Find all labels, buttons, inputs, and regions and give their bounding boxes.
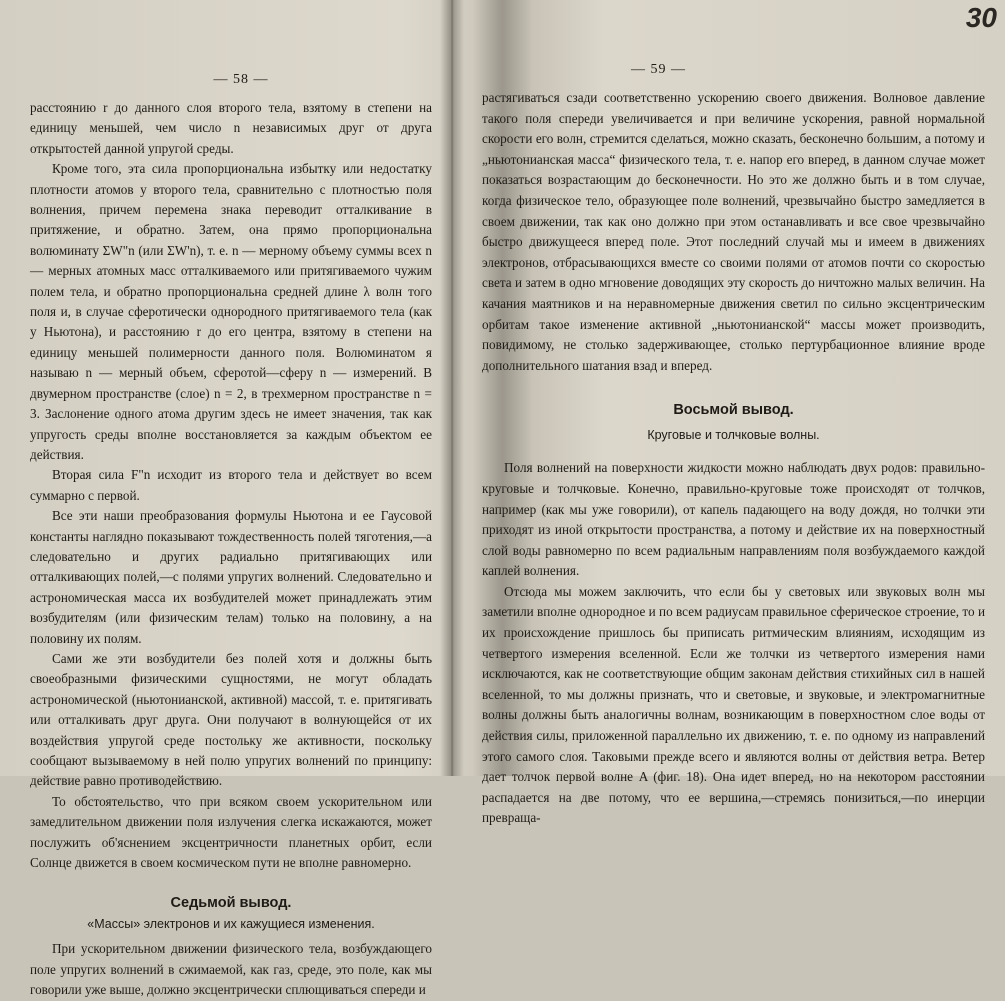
right-section-title: Круговые и толчковые волны. (647, 428, 820, 443)
left-page (0, 0, 452, 998)
right-page-body (482, 88, 985, 829)
left-chapter-title: Седьмой вывод. (170, 895, 292, 912)
left-page-body (30, 98, 432, 1001)
left-paragraph-7: При ускорительном движении физического тела, возбуждающего поле упругих волнений в сжимаемой, как газ, среде, это поле, как мы говорили уже выше, должно эксцентрически сплющиваться спереди и (30, 941, 432, 998)
right-paragraph-1: растягиваться сзади соответственно ускорению своего движения. Волновое давление такого поля спереди увеличивается и при величине ускорения, равной нормальной скорости его волн, стремится сделаться, можно сказать, бесконечно большим, а потому и „ньютонианская масса“ физического тела, т. е. напор его вперед, в данном случае может показаться возрастающим до бесконечности. Но это же должно быть и в том случае, когда физическое тело, образующее поле волнений, чрезвычайно быстро замедляется в своем движении, так как оно должно при этом останавливать и все свое чрезвычайно быстро движущееся вперед поле. Этот последний случай мы и имеем в движениях электронов, отбрасывающихся вместе со своими полями от атомов почти со скоростью света и затем в одно мгновение доводящих эту скорость до ничтожно малых величин. На качания маятников и на неравномерные движения светил по сильно эксцентрическим орбитам такое изменение активной „ньютонианской“ массы может производить, повидимому, не столько задерживающее, столько пертурбационное влияние вроде дополнительного шатания взад и вперед. (482, 90, 985, 373)
archive-number: 30 (965, 2, 997, 33)
left-section-title: «Массы» электронов и их кажущиеся изменения. (87, 917, 375, 932)
left-page-number: — 58 — (213, 72, 269, 87)
left-paragraph-1: расстоянию r до данного слоя второго тела, взятому в степени на единицу меньшей, чем число n независимых друг от друга открытостей данной упругой среды. (30, 100, 432, 156)
left-paragraph-5: Сами же эти возбудители без полей хотя и должны быть своеобразными физическими сущностями, не могут обладать астрономической (ньютонианской, активной) массой, т. е. притягивать или отталкивать друг друга. Они получают в волнующейся от их воздействия упругой среде постольку же активности, поскольку сообщают вызываемому в ней полю упругих волнений по принципу: действие равно противодействию. (30, 650, 432, 789)
left-paragraph-6: То обстоятельство, что при всяком своем ускорительном или замедлительном движении поля излучения слегка искажаются, может послужить об'яснением эксцентричности планетных орбит, если Солнце движется в своем космическом пути не вполне равномерно. (30, 793, 432, 871)
left-paragraph-2: Кроме того, эта сила пропорциональна избытку или недостатку плотности атомов у второго тела, сравнительно с плотностью поля волнения, причем перемена знака переводит отталкивание в притяжение, и обратно. Затем, она прямо пропорциональна волюминату ΣW"n (или ΣW'n), т. е. n — мерному объему суммы всех n — мерных атомных масс отталкиваемого или притягиваемого чужим полем тела, и обратно пропорциональна средней длине λ волн того поля и, в случае сферотически однородного притягиваемого тела (как у Ньютона), и расстоянию r до его центра, взятому в степени на единицу меньшей полимерности данного поля. Волюминатом я называю n — мерный объем, сферотой—сферу n — измерений. В двумерном пространстве (слое) n = 2, в трехмерном пространстве n = 3. Заслонение одного атома другим здесь не имеет значения, так как упругость среды вполне восстановляется за каждым объектом ее действия. (30, 161, 432, 462)
right-chapter-title: Восьмой вывод. (673, 402, 794, 419)
right-page (452, 0, 1005, 826)
right-paragraph-3: Отсюда мы можем заключить, что если бы у световых или звуковых волн мы заметили вполне однородное и по всем радиусам правильное сферическое строение, то и их происхождение пришлось бы приписать ритмическим влияниям, исходящим из четвертого измерения вселенной. Если же толчки из четвертого измерения нами исключаются, как не соответствующие общим законам действия стихийных сил в нашей вселенной, то мы должны признать, что и световые, и звуковые, и электромагнитные волны должны быть аналогичны волнам, возникающим в поверхностном слое воды от действия силы, приложенной параллельно их движению, т. е. по одному из направлений этого самого слоя. Таковыми прежде всего и являются волны от действия ветра. Ветер дает толчок первой волне A (фиг. 18). Она идет вперед, но на некотором расстоянии распадается на две потому, что ее вершина,—стремясь понизиться,—по инерции превраща- (482, 583, 985, 826)
left-paragraph-4: Все эти наши преобразования формулы Ньютона и ее Гаусовой константы наглядно показывают тождественность полей тяготения,—а следовательно и других радиально притягивающих или отталкивающих полей,—с полями упругих волнений. Следовательно и астрономическая масса их возбудителей может принадлежать этим возбудителям (или физическим телам) только на половину, а на половину их полям. (30, 508, 432, 646)
right-page-number: — 59 — (631, 62, 686, 77)
right-paragraph-2: Поля волнений на поверхности жидкости можно наблюдать двух родов: правильно-круговые и толчковые. Конечно, правильно-круговые тоже происходят от толчков, например (как мы уже говорили), от капель падающего на воду дождя, но толчки эти приходят из иной открытости пространства, а потому и действие их на поверхностный слой воды равномерно по всем радиальным направлениям поля возбуждаемого каждой каплей волнения. (482, 460, 985, 579)
left-paragraph-3: Вторая сила F"n исходит из второго тела и действует во всем суммарно с первой. (30, 467, 432, 503)
